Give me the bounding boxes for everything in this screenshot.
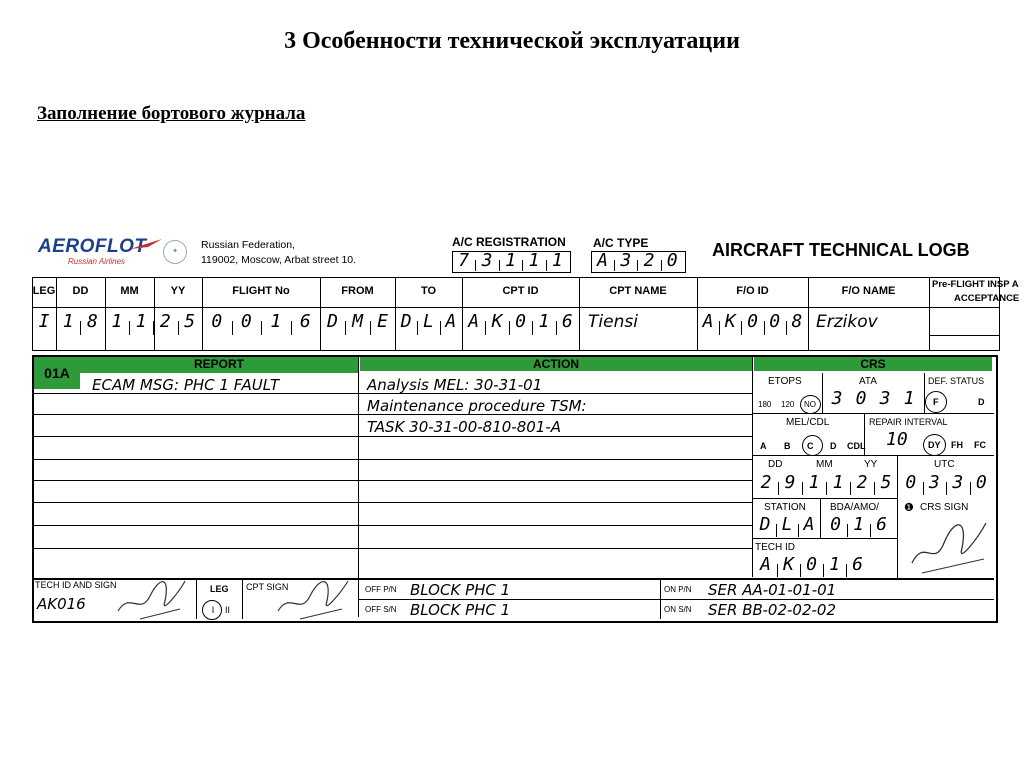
tick (485, 321, 486, 335)
station-char-2: A (803, 514, 815, 535)
ata-char-3: 1 (903, 388, 915, 409)
off-sn-label: OFF S/N (365, 605, 397, 614)
tick (776, 524, 777, 537)
tick (475, 260, 476, 271)
col-divider (929, 277, 930, 350)
flight-char-0: 0 (211, 311, 223, 332)
header-fo_id: F/O ID (736, 285, 769, 297)
fo-id-char-2: 0 (747, 311, 758, 332)
tick (532, 321, 533, 335)
tick (798, 524, 799, 537)
header-dd: DD (72, 285, 89, 297)
crs-rule (752, 498, 897, 499)
crs-block (752, 373, 994, 583)
tick (232, 321, 233, 335)
tick (556, 321, 557, 335)
report-rule (80, 480, 358, 481)
crs-signature-icon (902, 513, 992, 578)
tick (546, 260, 547, 271)
tick (823, 564, 824, 577)
cpt-id-char-3: 1 (538, 311, 550, 332)
header-yy: YY (170, 285, 186, 297)
tick (923, 482, 924, 495)
tick (800, 564, 801, 577)
ac-reg-char-1: 3 (481, 250, 493, 271)
off-pn-label: OFF P/N (365, 585, 397, 594)
def-circle (925, 391, 947, 413)
crs-utc-char-1: 3 (928, 472, 940, 493)
etops-no: NO (804, 400, 816, 409)
report-rule (80, 459, 358, 460)
action-rule (358, 436, 752, 437)
tick (345, 321, 346, 335)
leg-value: I (38, 311, 50, 332)
report-rule (80, 393, 358, 394)
tick (153, 321, 154, 335)
crs-rule (752, 413, 994, 414)
ata-label: ATA (859, 376, 877, 387)
fo-id-char-4: 8 (791, 311, 803, 332)
tick (802, 482, 803, 495)
tick (370, 321, 371, 335)
on-pn-label: ON P/N (664, 585, 692, 594)
tick (777, 564, 778, 577)
header-cpt_name: CPT NAME (609, 285, 667, 297)
crs-tech-id-char-4: 6 (852, 554, 863, 575)
etops-label: ETOPS (768, 376, 802, 387)
flight-char-2: 1 (270, 311, 282, 332)
repair-circle (923, 434, 946, 456)
etops-180: 180 (758, 400, 772, 409)
crs-yy-label: YY (864, 459, 878, 470)
repair-fh: FH (951, 440, 963, 450)
ac-reg-char-4: 1 (551, 250, 563, 271)
crs-tech-id-char-3: 1 (829, 554, 840, 575)
bda-label: BDA/AMO/ (830, 502, 879, 513)
crs-mm-label: MM (816, 459, 833, 470)
action-line-2: Maintenance procedure TSM: (367, 397, 587, 415)
action-rule (358, 502, 752, 503)
crs-rule (752, 455, 994, 456)
tick (614, 260, 615, 271)
report-rule (80, 525, 358, 526)
header-cpt_id: CPT ID (502, 285, 539, 297)
wings-icon (128, 237, 164, 251)
tick (499, 260, 500, 271)
date-char-5: 5 (184, 311, 196, 332)
ac-reg-char-3: 1 (528, 250, 540, 271)
crs-tech-id-char-1: K (783, 554, 794, 575)
tick (637, 260, 638, 271)
def-d: D (978, 397, 985, 407)
ac-reg-char-0: 7 (458, 250, 470, 271)
tick (417, 321, 418, 335)
tick (522, 260, 523, 271)
ac-reg-char-2: 1 (505, 250, 516, 271)
from-char-1: M (352, 311, 363, 332)
crs-tech-id-label: TECH ID (755, 542, 795, 553)
crs-divider (822, 373, 823, 413)
from-char-0: D (327, 311, 338, 332)
crs-date-char-5: 5 (880, 472, 892, 493)
station-label: STATION (764, 502, 806, 513)
report-rule (80, 502, 358, 503)
ata-char-1: 0 (855, 388, 867, 409)
aeroflot-logo: AEROFLOT (38, 236, 147, 257)
ac-type-char-0: A (597, 250, 609, 271)
header-flight_no: FLIGHT No (232, 285, 290, 297)
tick (261, 321, 262, 335)
tick (661, 260, 662, 271)
tick (946, 482, 947, 495)
leg-label: LEG (210, 584, 229, 594)
crs-header: CRS (754, 357, 992, 371)
crs-date-char-4: 2 (856, 472, 868, 493)
flight-info-grid (32, 277, 1020, 351)
tick (826, 482, 827, 495)
tick (870, 524, 871, 537)
bda-char-2: 6 (876, 514, 887, 535)
cpt-name-value: Tiensi (588, 312, 638, 332)
report-rule (80, 548, 358, 549)
tick (80, 321, 81, 335)
crs-tech-id-char-2: 0 (806, 554, 817, 575)
header-from: FROM (341, 285, 374, 297)
header-preflight: Pre-FLIGHT INSP A (932, 279, 1019, 290)
action-rule (358, 525, 752, 526)
emblem-icon: ✦ (163, 240, 187, 264)
ac-type-digits (591, 251, 684, 271)
crs-tech-id-char-0: A (760, 554, 771, 575)
date-char-4: 2 (159, 311, 171, 332)
date-char-0: 1 (62, 311, 74, 332)
slide-subtitle: Заполнение бортового журнала (37, 103, 306, 124)
cpt-id-char-2: 0 (515, 311, 526, 332)
cpt-sign-label: CPT SIGN (246, 582, 289, 592)
crs-sign-mark: ❶ (904, 502, 914, 514)
ac-type-char-2: 2 (643, 250, 655, 271)
address-line-1: Russian Federation, (201, 239, 295, 251)
ac-registration-digits (452, 251, 569, 271)
action-rule (358, 480, 752, 481)
crs-utc-char-0: 0 (905, 472, 917, 493)
cpt-id-char-0: A (468, 311, 480, 332)
report-header: REPORT (80, 357, 358, 371)
def-status-label: DEF. STATUS (928, 376, 985, 386)
address-line-2: 119002, Moscow, Arbat street 10. (201, 254, 357, 266)
header-acceptance: ACCEPTANCE (954, 293, 1020, 304)
crs-divider (820, 498, 821, 538)
header-mm: MM (120, 285, 139, 297)
leg-option-2: II (225, 605, 231, 615)
tick (847, 524, 848, 537)
mel-opt-0: A (760, 441, 767, 451)
cpt-id-char-1: K (491, 311, 503, 332)
crs-date-char-2: 1 (808, 472, 820, 493)
crs-utc-label: UTC (934, 459, 955, 470)
bda-char-0: 0 (830, 514, 841, 535)
station-char-1: L (781, 514, 793, 535)
ata-char-2: 3 (879, 388, 891, 409)
station-char-0: D (759, 514, 771, 535)
crs-rule (752, 538, 897, 539)
flight-char-1: 0 (240, 311, 252, 332)
tick (440, 321, 441, 335)
etops-circle (800, 395, 821, 414)
date-char-2: 1 (111, 311, 123, 332)
to-char-2: A (445, 311, 457, 332)
to-char-1: L (423, 311, 434, 332)
fo-id-char-0: A (702, 311, 714, 332)
header-fo_name: F/O NAME (841, 285, 896, 297)
cpt-id-char-4: 6 (561, 311, 573, 332)
tick (509, 321, 510, 335)
flight-char-3: 6 (299, 311, 311, 332)
row-divider (929, 335, 1000, 336)
ac-registration-label: A/C REGISTRATION (452, 235, 566, 249)
col-divider (579, 277, 580, 350)
action-line-3: TASK 30-31-00-810-801-A (367, 418, 562, 436)
action-rule (358, 414, 752, 415)
ata-char-0: 3 (831, 388, 843, 409)
def-f: F (933, 397, 939, 407)
mel-circle (802, 435, 823, 456)
tick (178, 321, 179, 335)
crs-date-char-0: 2 (760, 472, 772, 493)
repair-value: 10 (886, 429, 908, 450)
tick (764, 321, 765, 335)
mel-opt-3: D (830, 441, 837, 451)
tick (291, 321, 292, 335)
slide-title: 3 Особенности технической эксплуатации (284, 28, 740, 54)
ac-type-label: A/C TYPE (593, 236, 649, 250)
action-rule (358, 548, 752, 549)
header-leg: LEG (32, 285, 56, 297)
tech-id-sign-label: TECH ID AND SIGN (35, 580, 117, 590)
tick (105, 321, 106, 335)
mel-opt-4: CDL (847, 441, 866, 451)
report-rule (80, 414, 358, 415)
header-to: TO (420, 285, 437, 297)
fo-id-char-1: K (724, 311, 736, 332)
bda-char-1: 1 (853, 514, 864, 535)
leg-option-1: I (211, 605, 215, 615)
tick (719, 321, 720, 335)
date-char-3: 1 (135, 311, 147, 332)
on-sn-value: SER BB-02-02-02 (708, 601, 837, 619)
col-divider (808, 277, 809, 350)
action-header: ACTION (360, 357, 752, 371)
on-sn-label: ON S/N (664, 605, 692, 614)
repair-label: REPAIR INTERVAL (869, 417, 948, 427)
etops-120: 120 (781, 400, 795, 409)
mel-cdl-label: MEL/CDL (786, 417, 830, 428)
mel-opt-2: C (807, 441, 814, 451)
from-char-2: E (377, 311, 388, 332)
mel-opt-1: B (784, 441, 791, 451)
on-pn-value: SER AA-01-01-01 (708, 581, 837, 599)
date-char-1: 8 (87, 311, 98, 332)
form-title: AIRCRAFT TECHNICAL LOGB (712, 240, 970, 260)
tick (970, 482, 971, 495)
tech-id-value: AK016 (37, 595, 86, 613)
aeroflot-logo-sub: Russian Airlines (68, 257, 126, 266)
repair-dy: DY (928, 440, 941, 450)
off-pn-value: BLOCK PHC 1 (410, 581, 511, 599)
cpt-signature-icon (270, 571, 355, 621)
action-rule (358, 393, 752, 394)
tick (846, 564, 847, 577)
crs-date-char-1: 9 (784, 472, 796, 493)
tech-signature-icon (110, 571, 190, 621)
tick (778, 482, 779, 495)
tick (786, 321, 787, 335)
tick (741, 321, 742, 335)
entry-number: 01A (34, 357, 80, 389)
ac-type-char-1: 3 (620, 250, 632, 271)
fo-id-char-3: 0 (769, 311, 781, 332)
report-text: ECAM MSG: PHC 1 FAULT (92, 376, 280, 394)
crs-utc-char-3: 0 (975, 472, 987, 493)
fo-name-value: Erzikov (816, 312, 878, 332)
ac-type-char-3: 0 (666, 250, 678, 271)
off-sn-value: BLOCK PHC 1 (410, 601, 511, 619)
crs-sign-label: CRS SIGN (920, 502, 969, 513)
report-rule (34, 393, 80, 394)
tick (850, 482, 851, 495)
to-char-0: D (400, 311, 412, 332)
report-rule (80, 436, 358, 437)
repair-fc: FC (974, 440, 986, 450)
tick (129, 321, 130, 335)
action-line-1: Analysis MEL: 30-31-01 (367, 376, 543, 394)
tech-log-form (0, 228, 1024, 628)
crs-date-char-3: 1 (832, 472, 844, 493)
crs-divider (924, 373, 925, 413)
crs-utc-char-2: 3 (952, 472, 964, 493)
action-rule (358, 459, 752, 460)
tick (874, 482, 875, 495)
crs-dd-label: DD (768, 459, 783, 470)
